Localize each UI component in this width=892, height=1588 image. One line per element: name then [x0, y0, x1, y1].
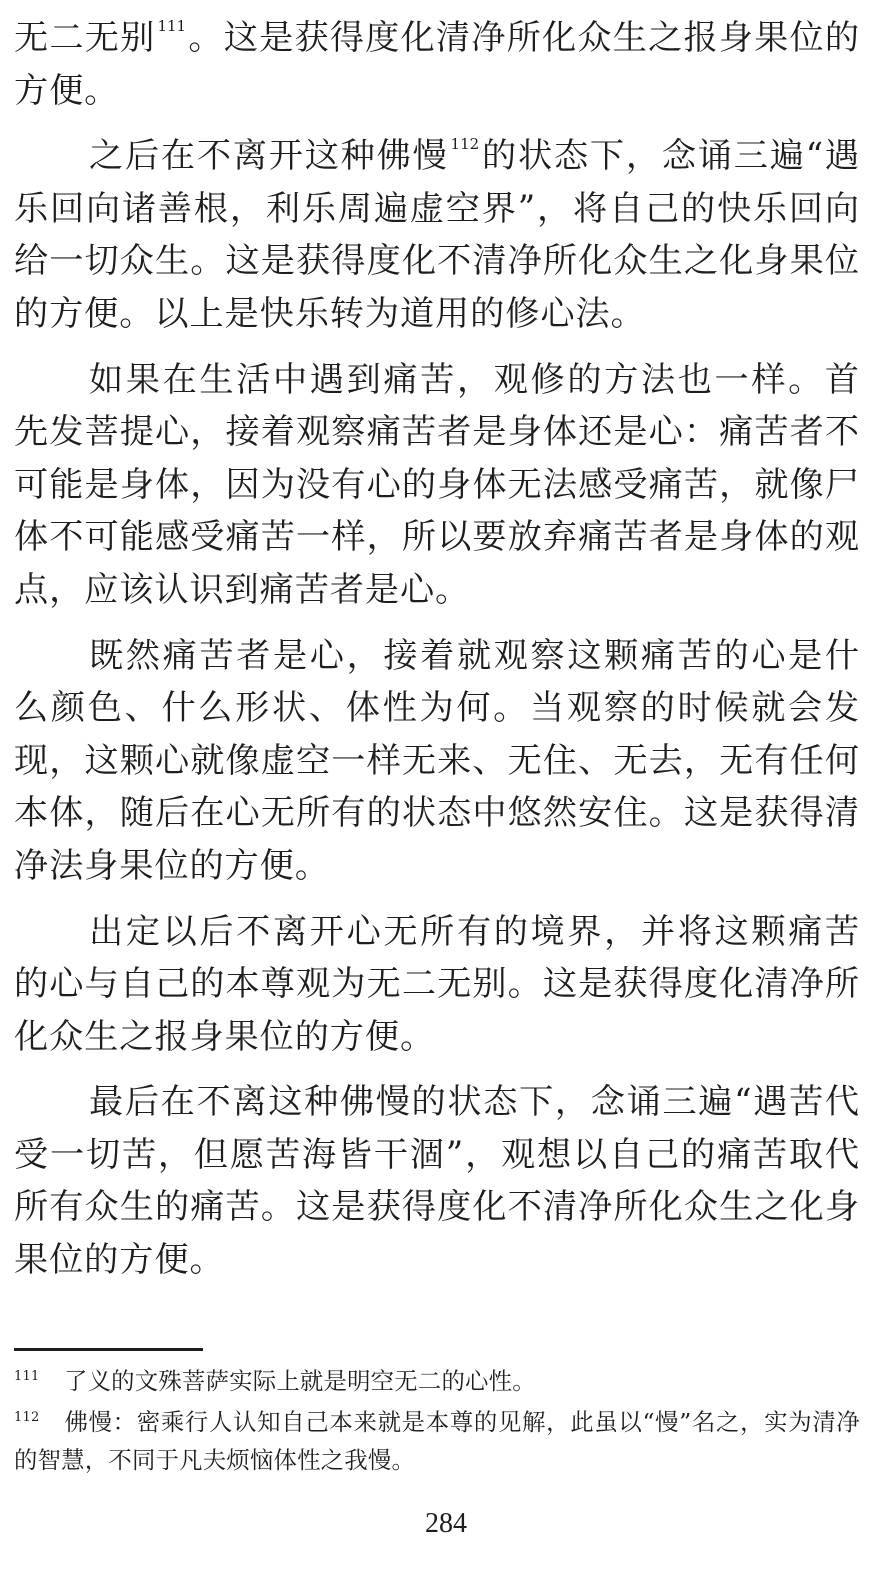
footnote-text: 了义的文殊菩萨实际上就是明空无二的心性。	[64, 1367, 536, 1395]
paragraph-text: 出定以后不离开心无所有的境界，并将这颗痛苦的心与自己的本尊观为无二无别。这是获得度化清净所化众生之报身果位的方便。	[14, 911, 860, 1057]
footnote-reference[interactable]: 111	[157, 17, 187, 35]
footnote: 111 了义的文殊菩萨实际上就是明空无二的心性。	[14, 1367, 536, 1395]
paragraph-text: 。这是获得度化清净所化众生之报身果位的方便。	[14, 18, 860, 111]
paragraph	[14, 630, 860, 893]
paragraph-text: 如果在生活中遇到痛苦，观修的方法也一样。首先发菩提心，接着观察痛苦者是身体还是心：痛苦者不可能是身体，因为没有心的身体无法感受痛苦，就像尸体不可能感受痛苦一样，所以要放弃痛苦者是身体的观点，应该认识到痛苦者是心。	[14, 359, 860, 610]
paragraph	[14, 130, 860, 340]
footnote-text: 佛慢：密乘行人认知自己本来就是本尊的见解，此虽以“慢”名之，实为清净的智慧，不同于凡夫烦恼体性之我慢。	[14, 1407, 860, 1474]
footnote: 112 佛慢：密乘行人认知自己本来就是本尊的见解，此虽以“慢”名之，实为清净的智慧，不同于凡夫烦恼体性之我慢。	[14, 1407, 860, 1474]
paragraph-text: 无二无别	[14, 18, 156, 58]
paragraph-text: 最后在不离这种佛慢的状态下，念诵三遍“遇苦代受一切苦，但愿苦海皆干涸”，观想以自己的痛苦取代所有众生的痛苦。这是获得度化不清净所化众生之化身果位的方便。	[14, 1082, 860, 1281]
paragraph-text: 之后在不离开这种佛慢	[89, 136, 449, 177]
page-body	[14, 0, 860, 1287]
footnotes	[14, 1362, 860, 1480]
footnote-reference[interactable]: 112	[450, 135, 480, 154]
footnote-divider	[14, 1348, 203, 1351]
paragraph	[14, 906, 860, 1064]
paragraph	[14, 1076, 860, 1286]
paragraph-text: 既然痛苦者是心，接着就观察这颗痛苦的心是什么颜色、什么形状、体性为何。当观察的时候就会发现，这颗心就像虚空一样无来、无住、无去，无有任何本体，随后在心无所有的状态中悠然安住。这是获得清净法身果位的方便。	[14, 635, 860, 886]
page-number: 284	[425, 1508, 467, 1539]
paragraph-text: 的状态下，念诵三遍“遇乐回向诸善根，利乐周遍虚空界”，将自己的快乐回向给一切众生。这是获得度化不清净所化众生之化身果位的方便。以上是快乐转为道用的修心法。	[14, 136, 860, 334]
paragraph	[14, 12, 860, 117]
paragraph	[14, 354, 860, 617]
main-text	[14, 0, 860, 1287]
